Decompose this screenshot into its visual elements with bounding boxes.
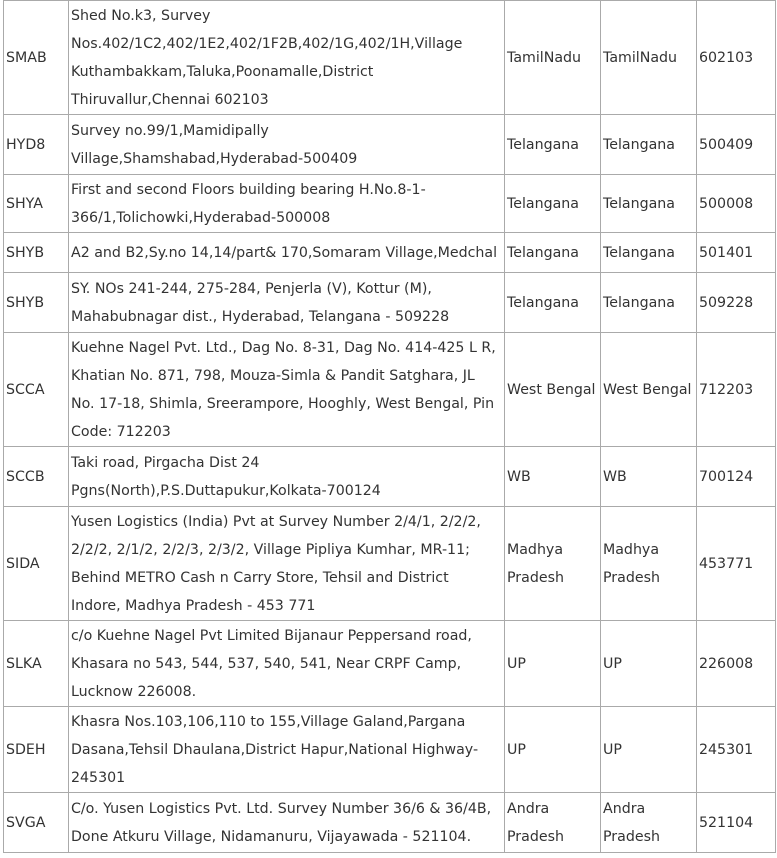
table-row [4, 115, 776, 175]
table-row [4, 447, 776, 507]
center-address: Taki road, Pirgacha Dist 24 Pgns(North),P.S.Duttapukur,Kolkata-700124 [69, 447, 505, 507]
center-state: Telangana [505, 115, 601, 175]
center-state-alt: Andra Pradesh [601, 793, 697, 853]
center-code: SIDA [4, 507, 69, 621]
table-row [4, 233, 776, 273]
center-state-alt: Madhya Pradesh [601, 507, 697, 621]
center-address: Khasra Nos.103,106,110 to 155,Village Galand,Pargana Dasana,Tehsil Dhaulana,District Hapur,National Highway-245301 [69, 707, 505, 793]
center-state: WB [505, 447, 601, 507]
center-state: Telangana [505, 175, 601, 233]
fulfillment-centers-table [3, 0, 776, 853]
center-state-alt: Telangana [601, 273, 697, 333]
table-row [4, 1, 776, 115]
center-pincode: 245301 [697, 707, 776, 793]
center-state-alt: Telangana [601, 175, 697, 233]
center-code: SHYB [4, 233, 69, 273]
table-row [4, 621, 776, 707]
table-row [4, 793, 776, 853]
center-address: Survey no.99/1,Mamidipally Village,Shamshabad,Hyderabad-500409 [69, 115, 505, 175]
center-code: SVGA [4, 793, 69, 853]
center-code: SDEH [4, 707, 69, 793]
center-code: SCCA [4, 333, 69, 447]
center-state-alt: UP [601, 707, 697, 793]
table-row [4, 333, 776, 447]
center-state: Telangana [505, 273, 601, 333]
center-pincode: 712203 [697, 333, 776, 447]
center-state: West Bengal [505, 333, 601, 447]
center-state-alt: WB [601, 447, 697, 507]
center-state-alt: West Bengal [601, 333, 697, 447]
center-code: HYD8 [4, 115, 69, 175]
center-pincode: 453771 [697, 507, 776, 621]
center-code: SCCB [4, 447, 69, 507]
center-state: UP [505, 707, 601, 793]
center-address: c/o Kuehne Nagel Pvt Limited Bijanaur Peppersand road, Khasara no 543, 544, 537, 540, 541, Near CRPF Camp, Lucknow 226008. [69, 621, 505, 707]
table-row [4, 273, 776, 333]
center-address: SY. NOs 241-244, 275-284, Penjerla (V), Kottur (M), Mahabubnagar dist., Hyderabad, Telangana - 509228 [69, 273, 505, 333]
center-address: Yusen Logistics (India) Pvt at Survey Number 2/4/1, 2/2/2, 2/2/2, 2/1/2, 2/2/3, 2/3/2, Village Pipliya Kumhar, MR-11; Behind METRO Cash n Carry Store, Tehsil and District Indore, Madhya Pradesh - 453 771 [69, 507, 505, 621]
center-pincode: 500008 [697, 175, 776, 233]
center-state-alt: UP [601, 621, 697, 707]
center-state-alt: Telangana [601, 233, 697, 273]
center-code: SLKA [4, 621, 69, 707]
center-address: Kuehne Nagel Pvt. Ltd., Dag No. 8-31, Dag No. 414-425 L R, Khatian No. 871, 798, Mouza-Simla & Pandit Satghara, JL No. 17-18, Shimla, Sreerampore, Hooghly, West Bengal, Pin Code: 712203 [69, 333, 505, 447]
center-state: Telangana [505, 233, 601, 273]
center-address: Shed No.k3, Survey Nos.402/1C2,402/1E2,402/1F2B,402/1G,402/1H,Village Kuthambakkam,Taluka,Poonamalle,District Thiruvallur,Chennai 602103 [69, 1, 505, 115]
table-row [4, 507, 776, 621]
table-row [4, 707, 776, 793]
center-state-alt: TamilNadu [601, 1, 697, 115]
center-code: SMAB [4, 1, 69, 115]
center-pincode: 509228 [697, 273, 776, 333]
center-address: A2 and B2,Sy.no 14,14/part& 170,Somaram Village,Medchal [69, 233, 505, 273]
center-address: First and second Floors building bearing H.No.8-1-366/1,Tolichowki,Hyderabad-500008 [69, 175, 505, 233]
center-state: Madhya Pradesh [505, 507, 601, 621]
center-pincode: 226008 [697, 621, 776, 707]
center-state: UP [505, 621, 601, 707]
center-state-alt: Telangana [601, 115, 697, 175]
center-pincode: 602103 [697, 1, 776, 115]
center-address: C/o. Yusen Logistics Pvt. Ltd. Survey Number 36/6 & 36/4B, Done Atkuru Village, Nidamanuru, Vijayawada - 521104. [69, 793, 505, 853]
center-pincode: 700124 [697, 447, 776, 507]
table-row [4, 175, 776, 233]
center-pincode: 500409 [697, 115, 776, 175]
center-state: TamilNadu [505, 1, 601, 115]
center-code: SHYB [4, 273, 69, 333]
center-code: SHYA [4, 175, 69, 233]
center-state: Andra Pradesh [505, 793, 601, 853]
center-pincode: 521104 [697, 793, 776, 853]
center-pincode: 501401 [697, 233, 776, 273]
